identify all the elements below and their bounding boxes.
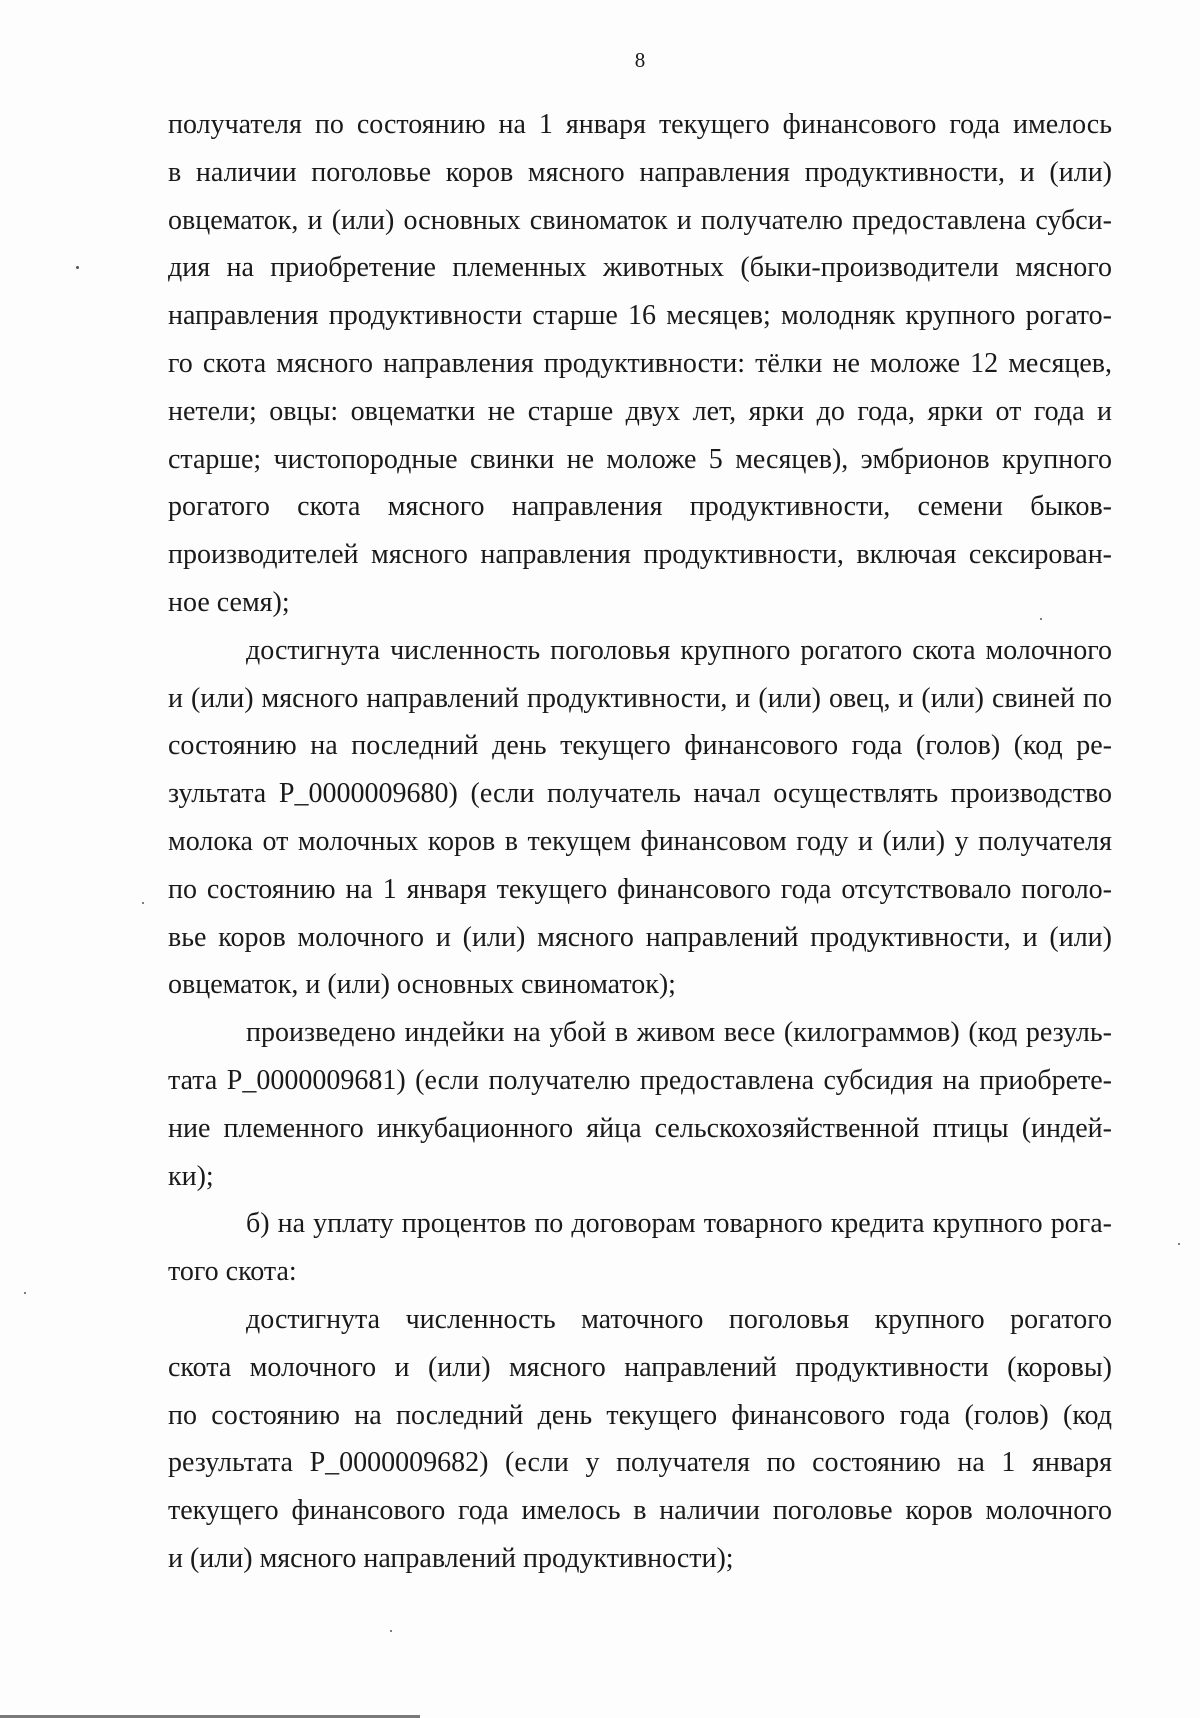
scan-speck xyxy=(142,902,144,904)
text-line: ки); xyxy=(168,1160,214,1192)
text-line: текущего финансового года имелось в наличии поголовье коров молочного xyxy=(168,1495,1112,1527)
text-line: и (или) мясного направлений продуктивности); xyxy=(168,1542,734,1574)
text-line: по состоянию на последний день текущего финансового года (голов) (код xyxy=(168,1399,1112,1431)
scan-speck xyxy=(76,266,79,269)
text-line: достигнута численность маточного поголовья крупного рогатого xyxy=(246,1303,1112,1335)
scan-speck xyxy=(1178,1243,1180,1245)
text-line: получателя по состоянию на 1 января текущего финансового года имелось xyxy=(168,109,1112,140)
text-line: в наличии поголовье коров мясного направления продуктивности, и (или) xyxy=(168,156,1112,188)
text-line: достигнута численность поголовья крупного рогатого скота молочного xyxy=(246,634,1112,666)
page-number: 8 xyxy=(634,48,646,72)
scan-speck xyxy=(390,1630,392,1632)
text-line: дия на приобретение племенных животных (быки-производители мясного xyxy=(168,252,1112,284)
text-line: овцематок, и (или) основных свиноматок и получателю предоставлена субси- xyxy=(168,204,1112,236)
text-line: молока от молочных коров в текущем финансовом году и (или) у получателя xyxy=(168,825,1112,857)
paragraph xyxy=(168,627,1112,1009)
text-line: вье коров молочного и (или) мясного направлений продуктивности, и (или) xyxy=(168,921,1112,953)
text-line: рогатого скота мясного направления продуктивности, семени быков- xyxy=(168,491,1112,523)
text-line: старше; чистопородные свинки не моложе 5 месяцев), эмбрионов крупного xyxy=(168,443,1112,475)
text-line: ние племенного инкубационного яйца сельскохозяйственной птицы (индей- xyxy=(168,1112,1112,1144)
text-line: тата P_0000009681) (если получателю предоставлена субсидия на приобрете- xyxy=(168,1064,1112,1096)
paragraph xyxy=(168,1296,1112,1583)
text-line: результата P_0000009682) (если у получателя по состоянию на 1 января xyxy=(168,1447,1112,1479)
scan-speck xyxy=(24,1292,26,1294)
paragraph xyxy=(168,1009,1112,1200)
scan-speck xyxy=(1040,618,1042,620)
text-line: б) на уплату процентов по договорам товарного кредита крупного рога- xyxy=(246,1208,1112,1240)
text-line: состоянию на последний день текущего финансового года (голов) (код ре- xyxy=(168,730,1112,762)
text-line: по состоянию на 1 января текущего финансового года отсутствовало поголо- xyxy=(168,873,1112,905)
text-line: и (или) мясного направлений продуктивности, и (или) овец, и (или) свиней по xyxy=(168,682,1112,714)
text-line: производителей мясного направления продуктивности, включая сексирован- xyxy=(168,539,1112,571)
text-line: произведено индейки на убой в живом весе (килограммов) (код резуль- xyxy=(246,1017,1112,1049)
text-line: го скота мясного направления продуктивности: тёлки не моложе 12 месяцев, xyxy=(168,347,1112,379)
text-line: зультата P_0000009680) (если получатель начал осуществлять производство xyxy=(168,778,1112,810)
document-body xyxy=(168,101,1112,1583)
text-line: ное семя); xyxy=(168,586,290,618)
text-line: того скота: xyxy=(168,1256,297,1288)
text-line: овцематок, и (или) основных свиноматок); xyxy=(168,969,676,1001)
text-line: скота молочного и (или) мясного направлений продуктивности (коровы) xyxy=(168,1351,1112,1383)
text-line: нетели; овцы: овцематки не старше двух лет, ярки до года, ярки от года и xyxy=(168,395,1112,427)
paragraph xyxy=(168,101,1112,627)
text-line: направления продуктивности старше 16 месяцев; молодняк крупного рогато- xyxy=(168,300,1112,332)
paragraph xyxy=(168,1200,1112,1296)
